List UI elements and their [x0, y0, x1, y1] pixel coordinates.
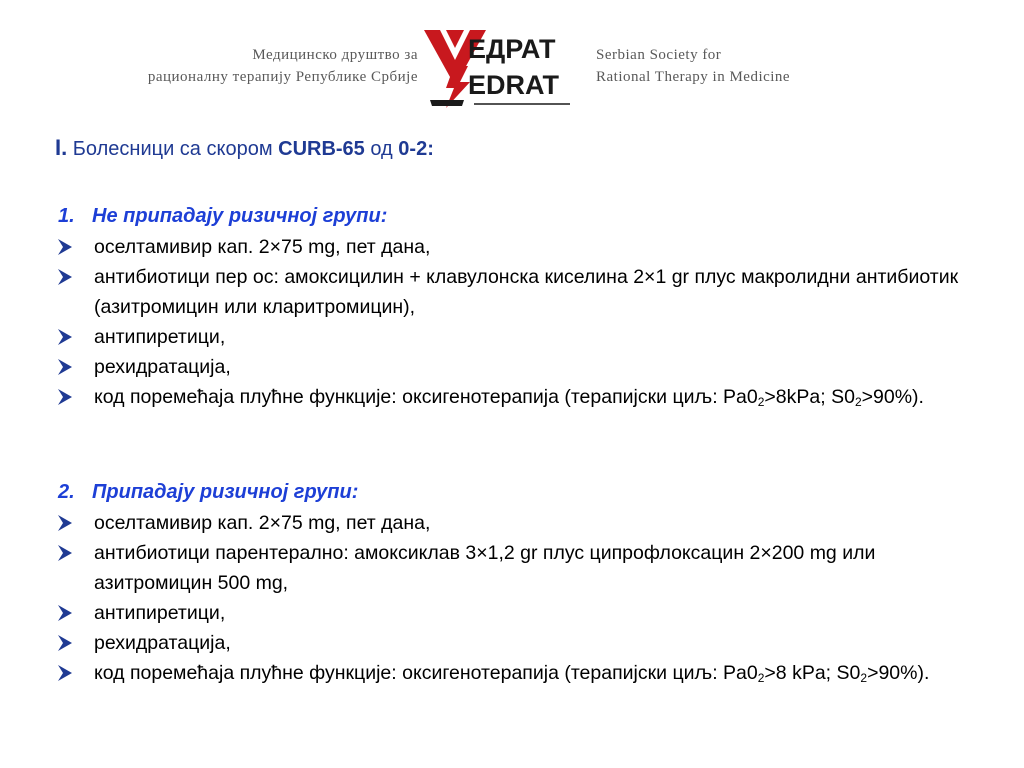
society-name-english-line1: Serbian Society for [596, 47, 722, 63]
arrow-bullet-icon [58, 665, 72, 681]
society-name-serbian-line1: Медицинско друштво за [252, 47, 418, 63]
list-item-text: антипиретици, [94, 326, 226, 348]
list-item-text: оселтамивир кап. 2×75 mg, пет дана, [94, 236, 431, 258]
society-name-english [596, 44, 926, 88]
arrow-bullet-icon [58, 389, 72, 405]
list-item [58, 382, 978, 412]
logo-text-bottom: EDRAT [468, 70, 559, 100]
section2-list [58, 508, 978, 688]
medrat-logo [424, 26, 572, 110]
slide-heading [55, 135, 434, 161]
logo-text-top: ЕДРАТ [468, 34, 556, 64]
arrow-bullet-icon [58, 239, 72, 255]
heading-curb-score: CURB-65 [278, 138, 365, 160]
arrow-bullet-icon [58, 515, 72, 531]
heading-text-middle: од [364, 138, 399, 160]
list-item [58, 628, 978, 658]
list-item-text: рехидратација, [94, 632, 231, 654]
society-name-serbian [96, 44, 418, 88]
society-name-english-line2: Rational Therapy in Medicine [596, 69, 791, 85]
list-item [58, 322, 978, 352]
heading-text-before: Болесници са скором [67, 138, 279, 160]
section2-title-text: Припадају ризичној групи: [92, 481, 359, 503]
list-item [58, 232, 978, 262]
arrow-bullet-icon [58, 269, 72, 285]
list-item [58, 538, 978, 598]
heading-roman-numeral: I. [55, 135, 68, 160]
list-item-text: код поремећаја плућне функције: оксигенотерапија (терапијски циљ: $Pa0_2>8kPa$; $S0_2>90\%$). [94, 386, 924, 409]
section1-number: 1. [58, 205, 75, 227]
society-name-serbian-line2: рационалну терапију Републике Србије [147, 69, 418, 85]
section2-title [58, 481, 358, 504]
list-item-text: оселтамивир кап. 2×75 mg, пет дана, [94, 512, 431, 534]
list-item [58, 508, 978, 538]
list-item-text: рехидратација, [94, 356, 231, 378]
section1-title [58, 205, 387, 228]
arrow-bullet-icon [58, 545, 72, 561]
list-item [58, 352, 978, 382]
section1-title-text: Не припадају ризичној групи: [92, 205, 388, 227]
section2-number: 2. [58, 481, 75, 503]
arrow-bullet-icon [58, 329, 72, 345]
heading-range: 0-2: [398, 138, 434, 160]
list-item-text: антибиотици пер ос: амоксицилин + клавулонска киселина 2×1 gr плус макролидни антибиотик (азитромицин или кларитромицин), [94, 266, 959, 318]
arrow-bullet-icon [58, 359, 72, 375]
list-item [58, 262, 978, 322]
list-item-text: антибиотици парентерално: амоксиклав 3×1,2 gr плус ципрофлоксацин 2×200 mg или азитромицин 500 mg, [94, 542, 876, 594]
arrow-bullet-icon [58, 635, 72, 651]
list-item [58, 658, 978, 688]
arrow-bullet-icon [58, 605, 72, 621]
list-item-text: антипиретици, [94, 602, 226, 624]
section1-list [58, 232, 978, 412]
list-item-text: код поремећаја плућне функције: оксигенотерапија (терапијски циљ: $Pa0_2>8$ kPa; $S0_2>90\%$). [94, 662, 930, 685]
list-item [58, 598, 978, 628]
